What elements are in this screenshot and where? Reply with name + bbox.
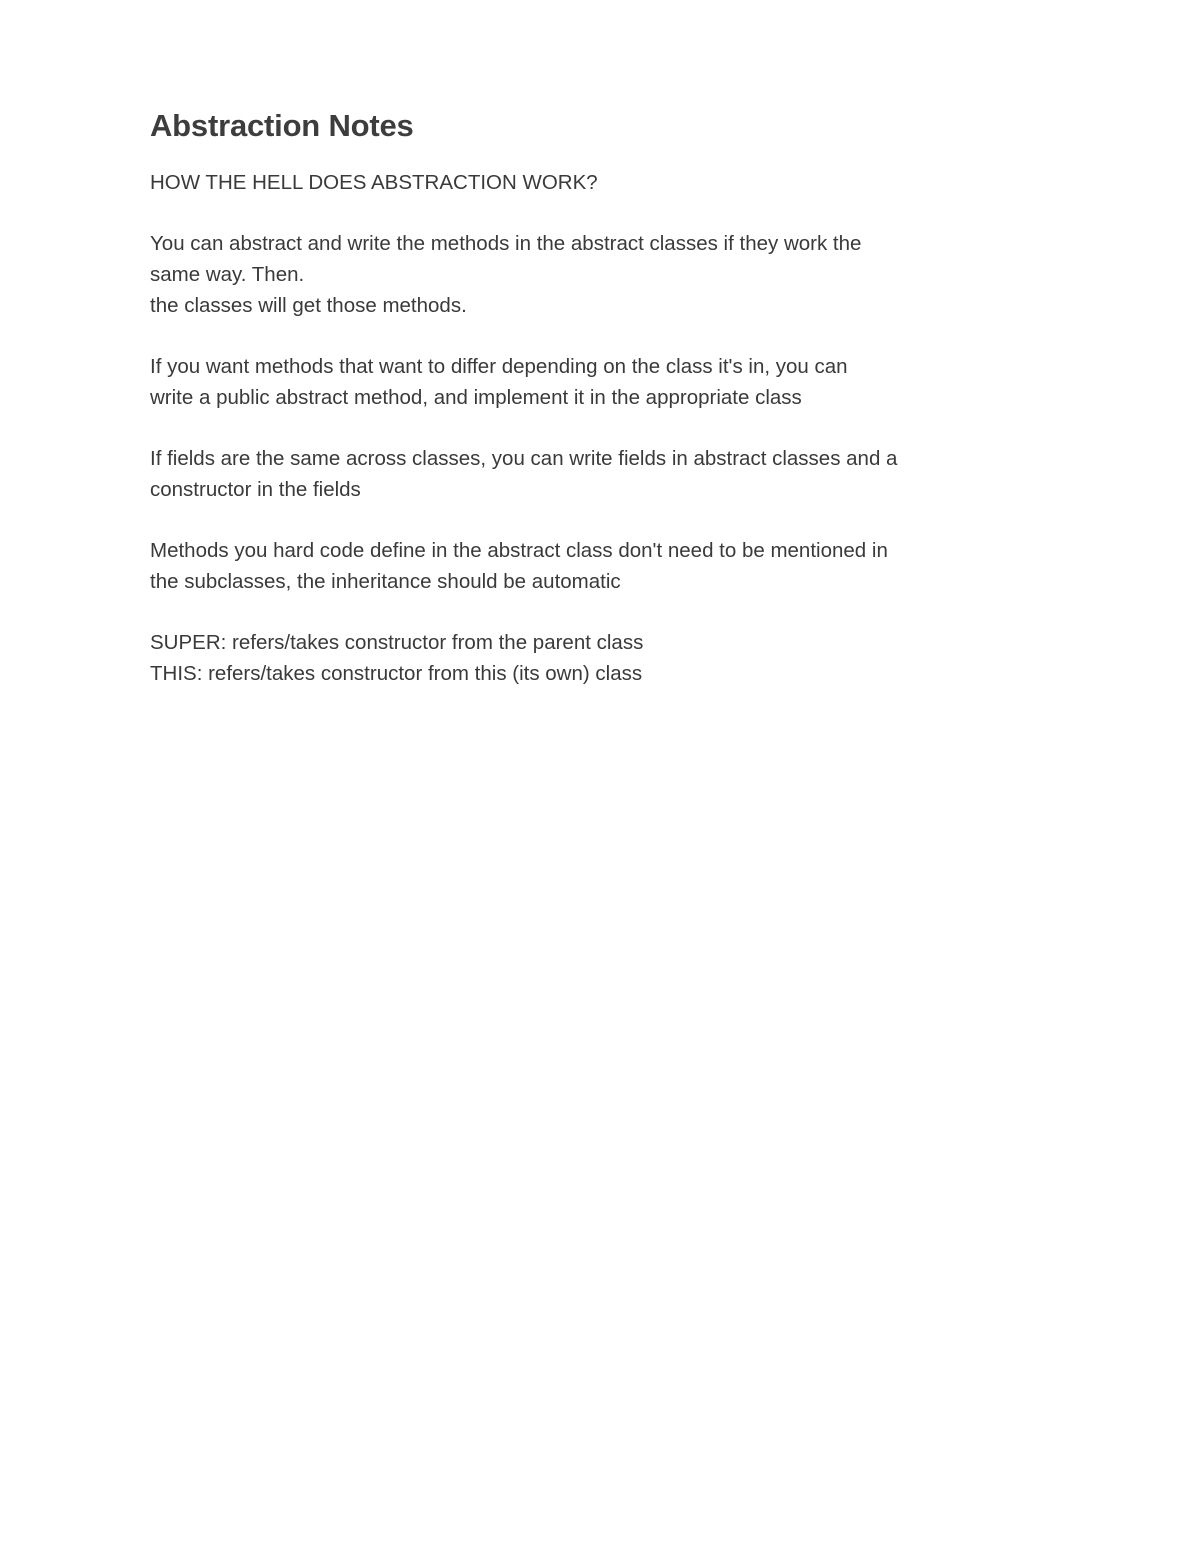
text-line: write a public abstract method, and implement it in the appropriate class <box>150 386 802 409</box>
paragraph-inheritance <box>150 535 1050 597</box>
text-line: HOW THE HELL DOES ABSTRACTION WORK? <box>150 171 598 194</box>
text-line: same way. Then. <box>150 263 305 286</box>
text-line: THIS: refers/takes constructor from this (its own) class <box>150 662 643 685</box>
text-line: SUPER: refers/takes constructor from the parent class <box>150 631 644 654</box>
text-line: Methods you hard code define in the abstract class don't need to be mentioned in <box>150 539 888 562</box>
paragraph-abstract-methods <box>150 228 1050 321</box>
document-title: Abstraction Notes <box>150 108 414 143</box>
text-line: If fields are the same across classes, you can write fields in abstract classes and a <box>150 447 898 470</box>
paragraph-question <box>150 167 1050 198</box>
document-content <box>150 104 1050 719</box>
text-line: the classes will get those methods. <box>150 294 467 317</box>
text-line: If you want methods that want to differ depending on the class it's in, you can <box>150 355 848 378</box>
paragraph-differing-methods <box>150 351 1050 413</box>
text-line: You can abstract and write the methods in the abstract classes if they work the <box>150 232 862 255</box>
text-line: the subclasses, the inheritance should be automatic <box>150 570 621 593</box>
text-line: constructor in the fields <box>150 478 361 501</box>
paragraph-fields <box>150 443 1050 505</box>
paragraph-super-this <box>150 627 1050 689</box>
